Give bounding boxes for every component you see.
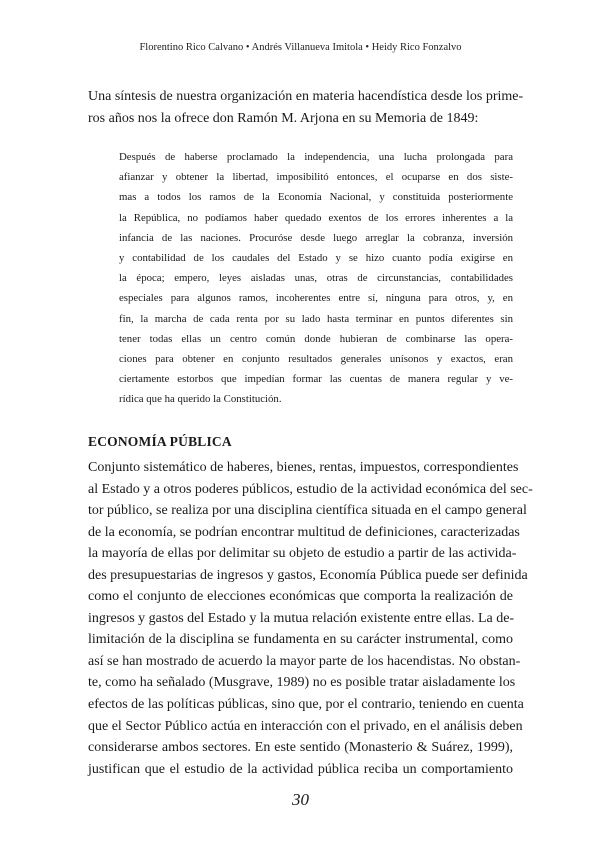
text-line: como el conjunto de elecciones económicas que comporta la realización de [88,589,513,605]
text-line: justifican que el estudio de la actividad pública reciba un comportamiento [88,761,513,777]
quote-line: infancia de las naciones. Procuróse desde luego arreglar la cobranza, inversión [119,231,513,244]
quote-line: ciertamente estorbos que impedían formar las cuentas de manera regular y ve- [119,373,513,386]
intro-paragraph [88,86,524,129]
text-line: efectos de las políticas públicas, sino que, por el contrario, teniendo en cuenta [88,697,524,713]
quote-line: mas a todos los ramos de la Economía Nacional, y constituida posteriormente [119,191,513,204]
text-line: Conjunto sistemático de haberes, bienes, rentas, impuestos, correspondientes [88,460,519,475]
quote-line: y contabilidad de los caudales del Estado y se hizo cuanto podía exigirse en [119,252,513,265]
text-line: que el Sector Público actúa en interacción con el privado, en el análisis deben [88,718,523,734]
quote-line: rídica que ha querido la Constitución. [119,393,282,406]
section-heading: ECONOMÍA PÚBLICA [88,434,232,449]
page-number: 30 [292,790,309,809]
text-line: así se han mostrado de acuerdo la mayor parte de los hacendistas. No obstan- [88,653,521,669]
text-line: de la economía, se podrían encontrar multitud de definiciones, caracterizadas [88,524,520,540]
text-line: considerarse ambos sectores. En este sentido (Monasterio & Suárez, 1999), [88,740,513,756]
quote-line: tener todas ellas un centro común donde hubieran de combinarse las opera- [119,332,513,345]
text-line: tor público, se realiza por una disciplina científica situada en el campo general [88,503,527,519]
quote-line: la República, no podíamos haber quedado exentos de los errores inherentes a la [119,211,513,224]
text-line: la mayoría de ellas por delimitar su objeto de estudio a partir de las activida- [88,546,517,562]
block-quote [119,147,513,410]
quote-line: especiales para algunos ramos, incoherentes entre sí, ninguna para otros, y, en [119,292,513,305]
quote-line: fin, la marcha de cada renta por su lado hasta terminar en puntos diferentes sin [119,312,513,325]
quote-line: la época; empero, leyes aisladas unas, otras de circunstancias, contabilidades [119,272,513,285]
text-line: ingresos y gastos del Estado y la mutua relación existente entre ellas. La de- [88,610,515,626]
running-header: Florentino Rico Calvano • Andrés Villanueva Imitola • Heidy Rico Fonzalvo [139,42,462,53]
text-line: limitación de la disciplina se fundamenta en su carácter instrumental, como [88,632,513,648]
text-line: ros años nos la ofrece don Ramón M. Arjona en su Memoria de 1849: [88,110,479,126]
quote-line: ciones para obtener en conjunto resultados generales unísonos y exactos, eran [119,353,513,366]
text-line: Una síntesis de nuestra organización en materia hacendística desde los prime- [88,89,524,104]
text-line: al Estado y a otros poderes públicos, estudio de la actividad económica del sec- [88,481,533,497]
quote-line: Después de haberse proclamado la independencia, una lucha prolongada para [119,151,513,163]
text-line: te, como ha señalado (Musgrave, 1989) no es posible tratar aisladamente los [88,675,516,691]
text-line: des presupuestarias de ingresos y gastos, Economía Pública puede ser definida [88,567,528,583]
quote-line: afianzar y obtener la libertad, imposibilitó entonces, el ocuparse en dos siste- [119,171,513,184]
section-body [88,457,533,780]
